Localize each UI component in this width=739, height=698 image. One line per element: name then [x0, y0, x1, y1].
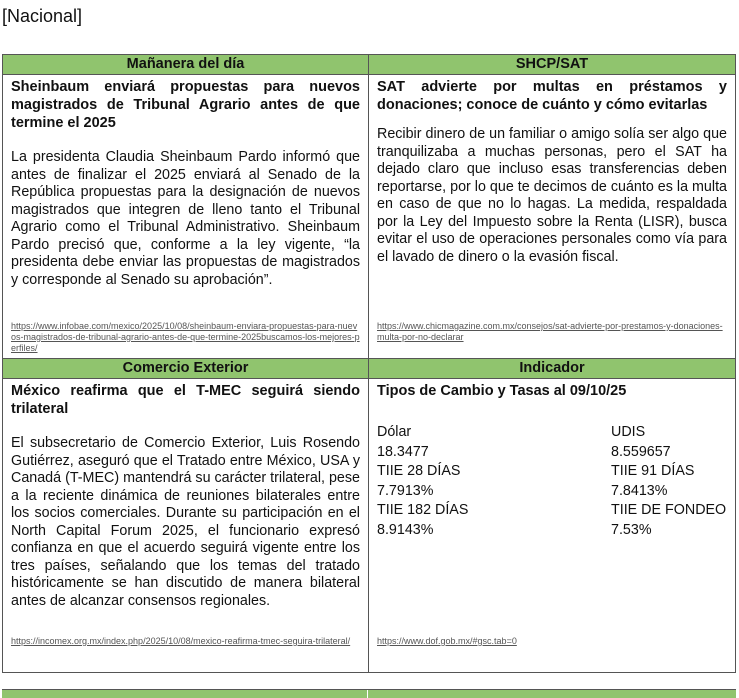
rate-cell: Dólar [377, 424, 412, 440]
mananera-link[interactable]: https://www.infobae.com/mexico/2025/10/08/sheinbaum-enviara-propuestas-para-nuevos-magistrados-de-tribunal-agrario-antes-de-que-termine-2025buscamos-los-mejores-perfiles/ [11, 321, 360, 353]
rate-cell: TIIE 28 DÍAS [377, 463, 461, 480]
shcp-body: Recibir dinero de un familiar o amigo solía ser algo que tranquilizaba a muchas personas, pero el SAT ha dejado claro que incluso esas transferencias deben reportarse, por lo que te decimos de cuánto es la multa en caso de que no lo hagas. La medida, respaldada por la Ley del Impuesto sobre la Renta (LISR), busca evitar el uso de operaciones personales como vía para el lavado de dinero o la evasión fiscal. [377, 126, 727, 265]
rates-row [377, 423, 727, 443]
comercio-body: El subsecretario de Comercio Exterior, Luis Rosendo Gutiérrez, aseguró que el Tratado entre México, USA y Canadá (T-MEC) mantendrá su carácter trilateral, pese a la reciente dinámica de reuniones bilaterales entre los socios comerciales. Durante su participación en el North Capital Forum 2025, el funcionario expresó confianza en que el acuerdo seguirá vigente entre los tres países, señalando que los temas del tratado históricamente se han discutido de manera bilateral antes de alcanzar consensos regionales. [11, 435, 360, 609]
comercio-panel [3, 379, 369, 673]
rates-row [377, 462, 727, 482]
rates-row [377, 521, 727, 541]
indicador-headline: Tipos de Cambio y Tasas al 09/10/25 [377, 383, 627, 399]
rates-row [377, 443, 727, 463]
next-header-left [2, 690, 367, 698]
indicador-header-cell [369, 359, 736, 379]
shcp-header-cell [369, 55, 736, 75]
rate-cell: TIIE 91 DÍAS [611, 463, 695, 480]
mananera-headline: Sheinbaum enviará propuestas para nuevos magistrados de Tribunal Agrario antes de que termine el 2025 [11, 79, 360, 131]
rates-grid [377, 423, 727, 541]
news-grid [2, 54, 736, 673]
comercio-header: Comercio Exterior [3, 359, 368, 378]
shcp-link[interactable]: https://www.chicmagazine.com.mx/consejos/sat-advierte-por-prestamos-y-donaciones-multa-por-no-declarar [377, 321, 723, 342]
rate-cell: TIIE 182 DÍAS [377, 502, 469, 519]
comercio-header-cell [3, 359, 369, 379]
rate-cell: 8.559657 [611, 443, 671, 460]
rates-row [377, 501, 727, 521]
rate-cell: 18.3477 [377, 443, 429, 460]
rates-row [377, 482, 727, 502]
comercio-link[interactable]: https://incomex.org.mx/index.php/2025/10/08/mexico-reafirma-tmec-seguira-trilateral/ [11, 636, 351, 646]
indicador-header: Indicador [369, 359, 735, 378]
shcp-panel [369, 75, 736, 359]
rate-cell: 8.9143% [377, 521, 434, 538]
mananera-body: La presidenta Claudia Sheinbaum Pardo informó que antes de finalizar el 2025 enviará al Senado de la República propuestas para la designación de nuevos magistrados que integren de lleno tanto el Tribunal Agrario como el Tribunal Administrativo. Sheinbaum Pardo precisó que, conforme a la ley vigente, “la presidenta debe enviar las propuestas de magistrados y corresponde al Senado su aprobación”. [11, 149, 360, 288]
shcp-headline: SAT advierte por multas en préstamos y donaciones; conoce de cuánto y cómo evitarlas [377, 79, 727, 113]
rate-cell: UDIS [611, 424, 646, 440]
mananera-panel [3, 75, 369, 359]
mananera-header-cell [3, 55, 369, 75]
indicador-panel [369, 379, 736, 673]
indicador-link[interactable]: https://www.dof.gob.mx/#gsc.tab=0 [377, 636, 517, 646]
rate-cell: 7.7913% [377, 482, 434, 499]
rate-cell: TIIE DE FONDEO [611, 502, 727, 519]
rate-cell: 7.53% [611, 521, 652, 538]
mananera-header: Mañanera del día [3, 55, 368, 74]
shcp-header: SHCP/SAT [369, 55, 735, 74]
section-label: [Nacional] [2, 6, 83, 26]
rate-cell: 7.8413% [611, 482, 668, 499]
comercio-headline: México reafirma que el T-MEC seguirá siendo trilateral [11, 383, 360, 417]
next-header-right [368, 690, 736, 698]
